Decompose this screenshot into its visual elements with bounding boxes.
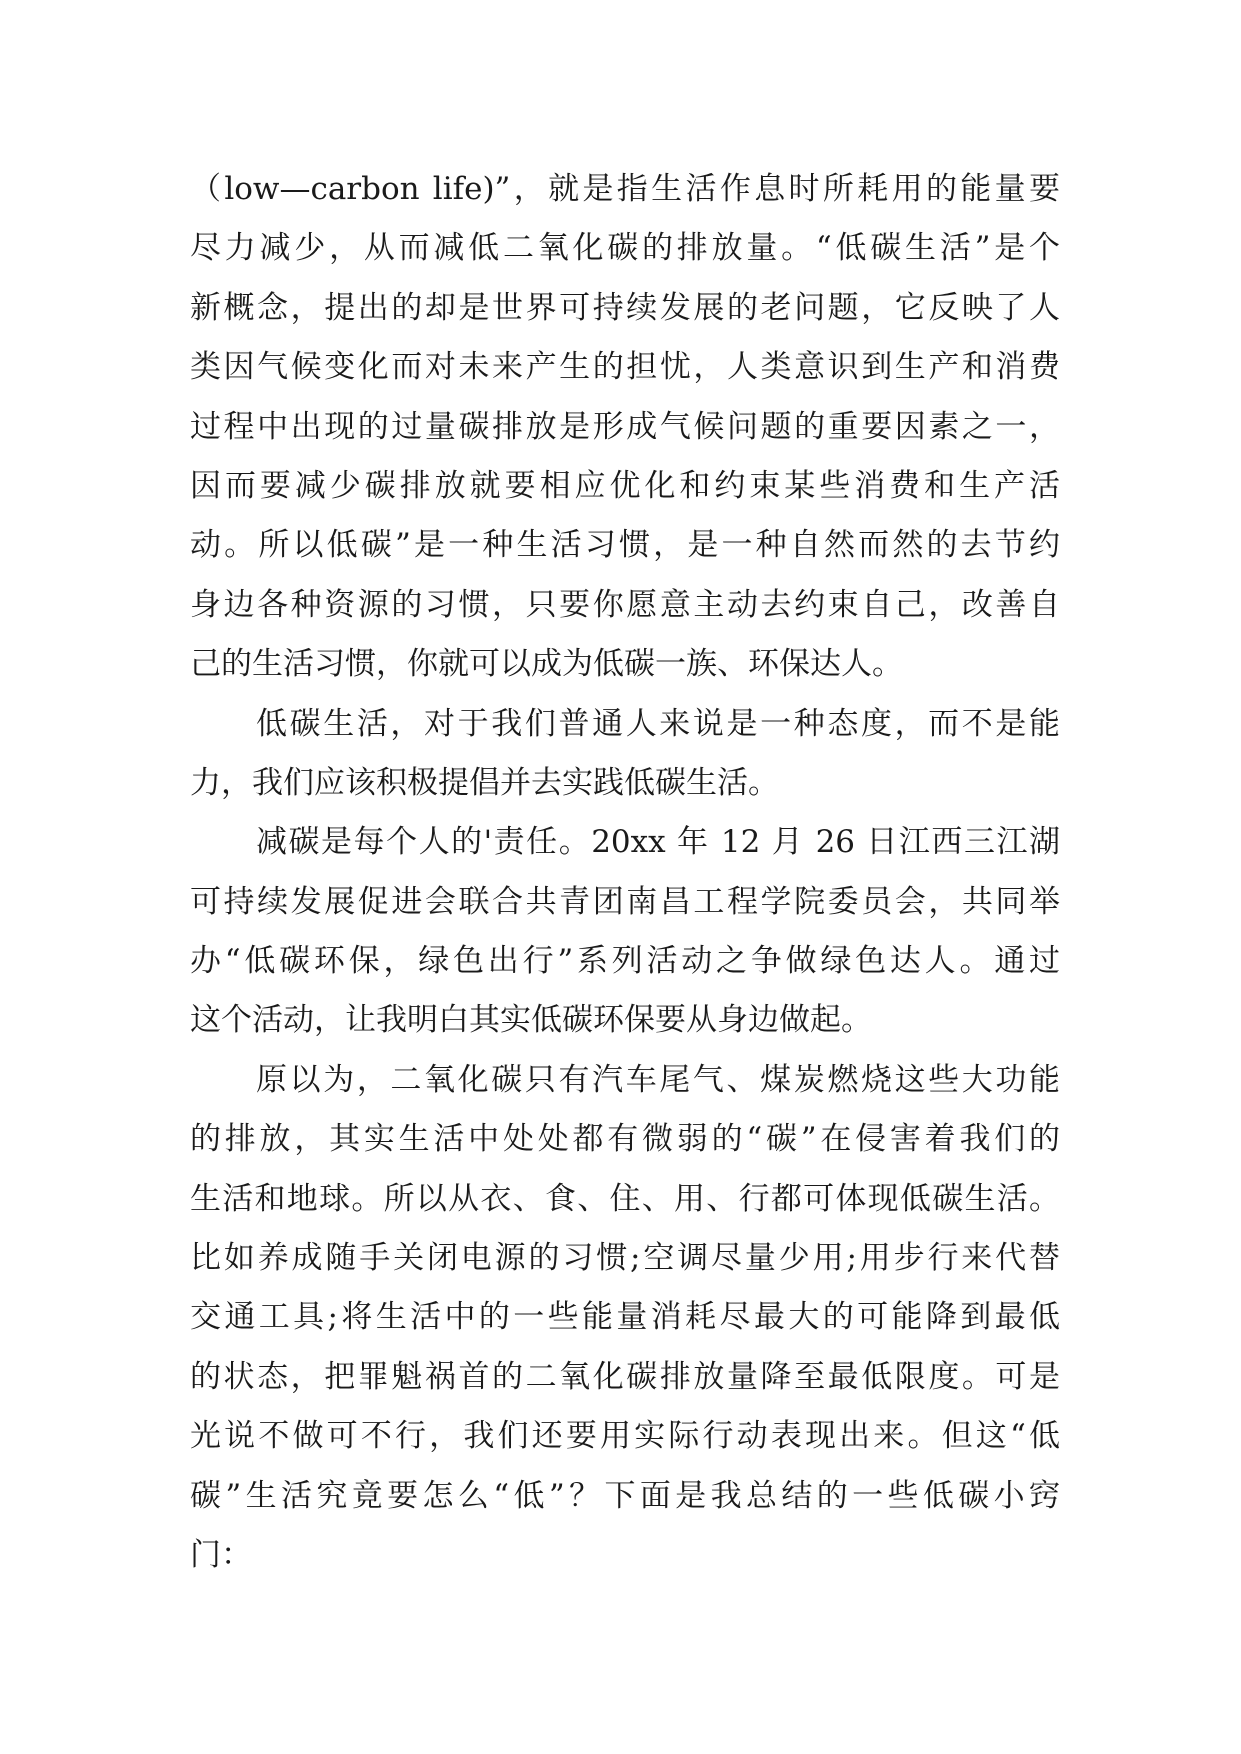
text-line: 减碳是每个人的'责任。20xx 年 12 月 26 日江西三江湖 xyxy=(256,824,1060,861)
text-line: 这个活动，让我明白其实低碳环保要从身边做起。 xyxy=(190,1002,872,1039)
text-line: 的状态，把罪魁祸首的二氧化碳排放量降至最低限度。可是 xyxy=(190,1358,1060,1395)
text-line: 身边各种资源的习惯，只要你愿意主动去约束自己，改善自 xyxy=(190,586,1060,623)
text-line: 门： xyxy=(190,1536,252,1573)
paragraph xyxy=(190,160,1060,695)
text-line: 新概念，提出的却是世界可持续发展的老问题，它反映了人 xyxy=(190,289,1060,326)
text-line: 因而要减少碳排放就要相应优化和约束某些消费和生产活 xyxy=(190,467,1060,504)
text-line: 低碳生活，对于我们普通人来说是一种态度，而不是能 xyxy=(256,705,1060,742)
text-line: （low—carbon life)”，就是指生活作息时所耗用的能量要 xyxy=(190,171,1060,207)
paragraph xyxy=(190,1051,1060,1586)
text-line: 动。所以低碳”是一种生活习惯，是一种自然而然的去节约 xyxy=(190,527,1060,564)
text-line: 比如养成随手关闭电源的习惯;空调尽量少用;用步行来代替 xyxy=(190,1240,1060,1277)
text-line: 碳”生活究竟要怎么“低”？下面是我总结的一些低碳小窍 xyxy=(190,1477,1060,1514)
text-line: 原以为，二氧化碳只有汽车尾气、煤炭燃烧这些大功能 xyxy=(256,1061,1060,1098)
paragraph xyxy=(190,695,1060,814)
paragraph xyxy=(190,813,1060,1051)
text-line: 生活和地球。所以从衣、食、住、用、行都可体现低碳生活。 xyxy=(190,1180,1060,1217)
text-line: 过程中出现的过量碳排放是形成气候问题的重要因素之一， xyxy=(190,408,1060,445)
text-line: 类因气候变化而对未来产生的担忧，人类意识到生产和消费 xyxy=(190,349,1060,386)
text-line: 力，我们应该积极提倡并去实践低碳生活。 xyxy=(190,764,779,801)
text-line: 光说不做可不行，我们还要用实际行动表现出来。但这“低 xyxy=(190,1418,1060,1455)
text-line: 可持续发展促进会联合共青团南昌工程学院委员会，共同举 xyxy=(190,883,1060,920)
text-line: 办“低碳环保，绿色出行”系列活动之争做绿色达人。通过 xyxy=(190,943,1060,980)
text-line: 的排放，其实生活中处处都有微弱的“碳”在侵害着我们的 xyxy=(190,1121,1060,1158)
text-line: 交通工具;将生活中的一些能量消耗尽最大的可能降到最低 xyxy=(190,1299,1060,1336)
document-body xyxy=(190,160,1060,1585)
text-line: 己的生活习惯，你就可以成为低碳一族、环保达人。 xyxy=(190,646,903,683)
text-line: 尽力减少，从而减低二氧化碳的排放量。“低碳生活”是个 xyxy=(190,230,1060,267)
